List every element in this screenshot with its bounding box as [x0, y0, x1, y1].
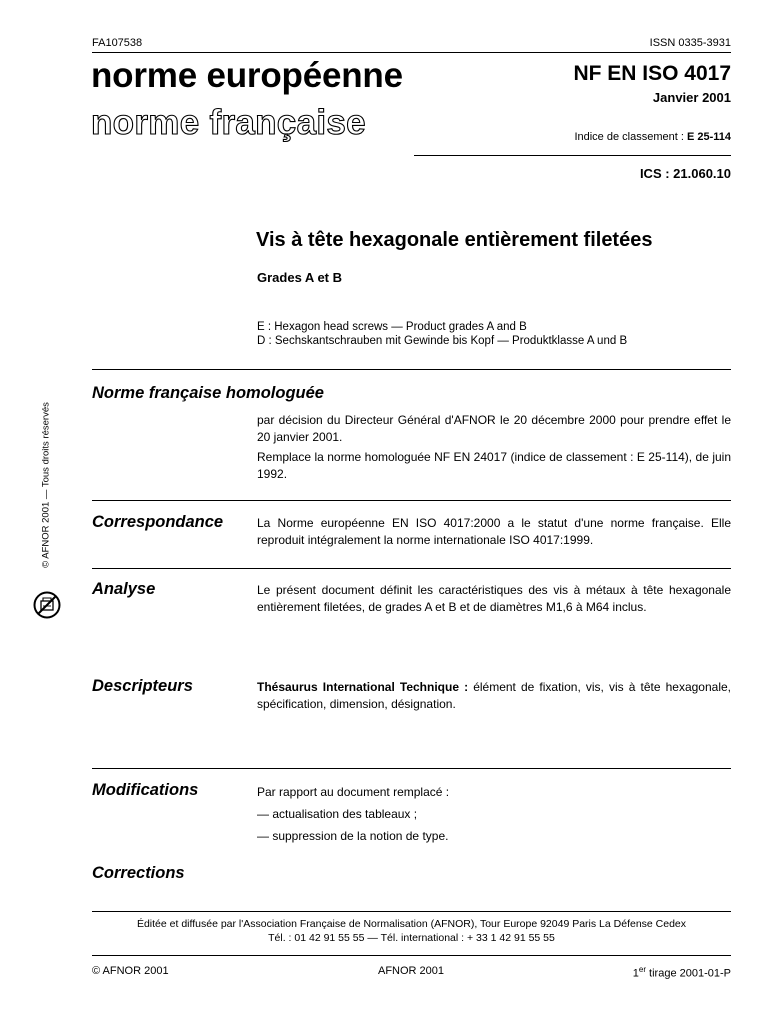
descripteurs-thesaurus-label: Thésaurus International Technique : — [257, 680, 469, 694]
section-heading-homologuee: Norme française homologuée — [92, 384, 324, 402]
modifications-item-tables: — actualisation des tableaux ; — [257, 807, 418, 821]
publisher-phone: Tél. : 01 42 91 55 55 — Tél. international : + 33 1 42 91 55 55 — [268, 932, 555, 944]
title-norme-europeenne: norme européenne — [91, 56, 403, 95]
section-heading-correspondance: Correspondance — [92, 513, 224, 531]
correspondance-text: La Norme européenne EN ISO 4017:2000 a le statut d'une norme française. Elle reproduit intégralement la norme internationale ISO 4017:1999. — [257, 516, 731, 547]
translation-german: D : Sechskantschrauben mit Gewinde bis Kopf — Produktklasse A und B — [257, 335, 628, 347]
document-subtitle: Grades A et B — [257, 270, 343, 285]
section-rule — [92, 568, 731, 569]
print-run — [633, 965, 731, 980]
standard-number: NF EN ISO 4017 — [573, 62, 731, 85]
print-run-number: 1 — [632, 967, 639, 980]
section-heading-modifications: Modifications — [92, 781, 199, 799]
homologuee-replaces-text: Remplace la norme homologuée NF EN 24017 (indice de classement : E 25-114), de juin 1992. — [257, 450, 731, 481]
title-norme-francaise: norme française — [91, 103, 366, 142]
document-title: Vis à tête hexagonale entièrement filetées — [256, 229, 653, 251]
sidebar-copyright-container — [38, 398, 54, 572]
top-rule — [92, 52, 731, 53]
print-run-ordinal: er — [638, 965, 646, 974]
sidebar-copyright: © AFNOR 2001 — Tous droits réservés — [40, 402, 52, 568]
descripteurs-keywords: élément de fixation, vis, vis à tête hexagonale, spécification, dimension, désignation. — [257, 680, 731, 711]
descripteurs-text — [257, 679, 731, 713]
section-heading-corrections: Corrections — [92, 864, 185, 882]
no-photocopy-icon — [32, 590, 62, 620]
issn-number: ISSN 0335-3931 — [649, 37, 731, 49]
print-run-code: tirage 2001-01-P — [646, 967, 731, 980]
section-rule — [92, 369, 731, 370]
header-rule — [414, 155, 731, 156]
section-heading-descripteurs: Descripteurs — [92, 677, 193, 695]
footer-copyright: © AFNOR 2001 — [92, 965, 169, 977]
modifications-item-type: — suppression de la notion de type. — [257, 829, 449, 843]
homologuee-decision-text: par décision du Directeur Général d'AFNOR le 20 décembre 2000 pour prendre effet le 20 janvier 2001. — [257, 413, 731, 444]
analyse-text: Le présent document définit les caractéristiques des vis à métaux à tête hexagonale entièrement filetées, de grades A et B et de diamètres M1,6 à M64 inclus. — [257, 583, 731, 614]
classification-label: Indice de classement : — [574, 131, 687, 143]
section-rule — [92, 768, 731, 769]
ics-code: ICS : 21.060.10 — [639, 166, 731, 181]
classification-index — [574, 131, 731, 143]
translation-english: E : Hexagon head screws — Product grades A and B — [257, 321, 527, 333]
publisher-info: Éditée et diffusée par l'Association Française de Normalisation (AFNOR), Tour Europe 92049 Paris La Défense Cedex — [136, 918, 687, 930]
classification-value: E 25-114 — [686, 131, 731, 143]
section-rule — [92, 500, 731, 501]
publication-date: Janvier 2001 — [652, 90, 731, 105]
footer-publisher: AFNOR 2001 — [378, 965, 445, 977]
footer-rule — [92, 911, 731, 912]
modifications-intro: Par rapport au document remplacé : — [257, 785, 450, 799]
document-reference: FA107538 — [92, 37, 143, 49]
footer-bottom-rule — [92, 955, 731, 956]
section-heading-analyse: Analyse — [92, 580, 156, 598]
